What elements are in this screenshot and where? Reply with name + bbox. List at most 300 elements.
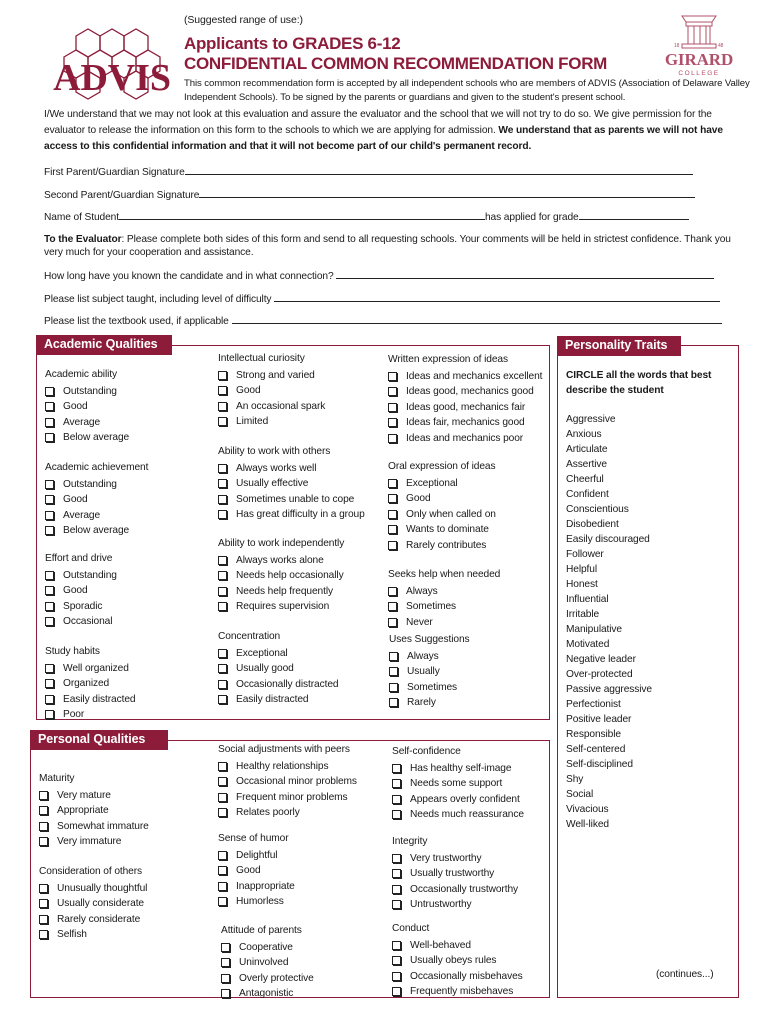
checkbox[interactable] (389, 667, 398, 676)
academic-option-label: Rarely (407, 697, 436, 708)
checkbox[interactable] (221, 958, 230, 967)
personal-option-label: Healthy relationships (236, 760, 329, 772)
academic-option-label: Wants to dominate (406, 524, 489, 535)
academic-group (218, 444, 365, 523)
checkbox[interactable] (45, 480, 54, 489)
academic-option[interactable] (45, 415, 129, 431)
checkbox[interactable] (388, 587, 397, 596)
academic-option-label: Exceptional (406, 477, 458, 489)
checkbox[interactable] (218, 897, 227, 906)
personal-option[interactable] (39, 803, 149, 819)
personal-group-heading: Sense of humor (218, 833, 289, 844)
academic-option[interactable] (45, 707, 135, 723)
trait-word[interactable]: Social (566, 789, 594, 800)
first-parent-label: First Parent/Guardian Signature (44, 167, 185, 178)
personal-option[interactable] (218, 879, 295, 895)
checkbox[interactable] (392, 795, 401, 804)
academic-option[interactable] (218, 661, 338, 677)
academic-group (45, 367, 129, 446)
academic-option[interactable] (218, 646, 338, 662)
checkbox[interactable] (218, 851, 227, 860)
evaluator-label: To the Evaluator (44, 234, 122, 245)
personal-option[interactable] (39, 788, 149, 804)
personal-option[interactable] (392, 761, 524, 777)
personal-option[interactable] (39, 896, 147, 912)
academic-option[interactable] (45, 492, 148, 508)
checkbox[interactable] (45, 602, 54, 611)
checkbox[interactable] (218, 602, 227, 611)
checkbox[interactable] (218, 808, 227, 817)
personal-option[interactable] (392, 953, 523, 969)
checkbox[interactable] (392, 900, 401, 909)
checkbox[interactable] (218, 571, 227, 580)
academic-option-label: Good (236, 385, 261, 396)
trait-word[interactable]: Honest (566, 579, 598, 590)
academic-option[interactable] (218, 677, 338, 693)
personal-group (392, 744, 524, 823)
academic-option-label: Strong and varied (236, 369, 315, 381)
personal-option[interactable] (392, 866, 518, 882)
trait-word[interactable]: Anxious (566, 429, 602, 440)
academic-option-label: Always (407, 650, 439, 662)
form-intro: This common recommendation form is accepted by all independent schools who are members of ADVIS (Association of Delaware Valley Independent Schools). To be signed by the parents or guardians and given to the student's present school. (184, 78, 750, 103)
academic-option[interactable] (45, 399, 129, 415)
academic-group (218, 351, 325, 430)
personal-group (221, 923, 314, 1002)
trait-word[interactable]: Easily discouraged (566, 534, 650, 545)
checkbox[interactable] (388, 541, 397, 550)
academic-option[interactable] (45, 430, 129, 446)
checkbox[interactable] (218, 479, 227, 488)
checkbox[interactable] (392, 779, 401, 788)
academic-option-label: Ideas and mechanics poor (406, 432, 524, 444)
academic-option-label: Never (406, 616, 433, 628)
academic-option-label: Below average (63, 525, 130, 536)
personal-option[interactable] (221, 940, 314, 956)
trait-word[interactable]: Motivated (566, 639, 610, 650)
personal-option-label: Untrustworthy (410, 899, 472, 910)
student-name-input[interactable] (119, 210, 485, 220)
trait-word[interactable]: Passive aggressive (566, 684, 652, 695)
checkbox[interactable] (45, 511, 54, 520)
academic-option[interactable] (388, 476, 496, 492)
personal-option[interactable] (218, 759, 357, 775)
checkbox[interactable] (392, 987, 401, 996)
academic-option-label: Outstanding (63, 569, 117, 581)
personal-option-label: Usually considerate (57, 898, 145, 909)
personal-option[interactable] (392, 969, 523, 985)
academic-group-heading: Ability to work independently (218, 538, 345, 549)
evaluator-instructions (44, 233, 734, 259)
academic-option[interactable] (388, 507, 496, 523)
trait-word[interactable]: Manipulative (566, 624, 622, 635)
personal-option[interactable] (221, 955, 314, 971)
second-parent-field (44, 188, 695, 201)
checkbox[interactable] (388, 494, 397, 503)
trait-word[interactable]: Influential (566, 594, 609, 605)
trait-word[interactable]: Over-protected (566, 669, 633, 680)
personal-option[interactable] (218, 863, 295, 879)
personal-option[interactable] (221, 971, 314, 987)
academic-option-label: Poor (63, 709, 85, 720)
academic-option-label: Always (406, 585, 438, 597)
applied-grade-label: has applied for grade (484, 212, 579, 223)
academic-option-label: Outstanding (63, 478, 117, 490)
academic-group-heading: Concentration (218, 631, 281, 642)
academic-group (45, 551, 117, 630)
personal-option[interactable] (218, 790, 357, 806)
subject-label: Please list subject taught, including level of difficulty (44, 294, 272, 305)
trait-word[interactable]: Confident (566, 489, 609, 500)
personal-option[interactable] (392, 882, 518, 898)
girard-logo-sub: COLLEGE (678, 70, 720, 77)
personal-option[interactable] (392, 792, 524, 808)
personal-option-label: Humorless (236, 896, 284, 907)
academic-option[interactable] (388, 400, 542, 416)
academic-option[interactable] (218, 383, 325, 399)
academic-option-label: Good (63, 585, 88, 596)
personal-option[interactable] (39, 819, 149, 835)
academic-option-label: Rarely contributes (406, 539, 487, 551)
checkbox[interactable] (45, 402, 54, 411)
academic-option[interactable] (218, 461, 365, 477)
checkbox[interactable] (388, 479, 397, 488)
personal-option[interactable] (39, 881, 147, 897)
personal-option-label: Rarely considerate (57, 913, 141, 925)
academic-option[interactable] (388, 584, 500, 600)
trait-word[interactable]: Self-centered (566, 744, 626, 755)
checkbox[interactable] (392, 810, 401, 819)
personal-group (392, 834, 518, 913)
checkbox[interactable] (218, 695, 227, 704)
checkbox[interactable] (45, 495, 54, 504)
checkbox[interactable] (392, 869, 401, 878)
trait-word[interactable]: Negative leader (566, 654, 636, 665)
academic-option[interactable] (218, 692, 338, 708)
checkbox[interactable] (389, 652, 398, 661)
academic-option-label: Easily distracted (63, 693, 136, 705)
checkbox[interactable] (218, 464, 227, 473)
academic-option[interactable] (389, 664, 470, 680)
trait-word[interactable]: Helpful (566, 564, 598, 575)
academic-option[interactable] (218, 568, 344, 584)
checkbox[interactable] (392, 956, 401, 965)
how-long-field (44, 269, 714, 282)
textbook-label: Please list the textbook used, if applicable (44, 316, 229, 327)
academic-option[interactable] (218, 553, 344, 569)
checkbox[interactable] (388, 403, 397, 412)
checkbox[interactable] (45, 526, 54, 535)
checkbox[interactable] (389, 683, 398, 692)
personal-option-label: Occasionally misbehaves (410, 970, 523, 982)
personal-option-label: Occasionally trustworthy (410, 883, 519, 895)
academic-option[interactable] (45, 661, 135, 677)
academic-group-heading: Academic ability (45, 369, 118, 380)
academic-option-label: Good (406, 493, 431, 504)
checkbox[interactable] (39, 822, 48, 831)
academic-option-label: Sometimes (406, 601, 457, 612)
academic-group (389, 632, 470, 711)
checkbox[interactable] (39, 837, 48, 846)
academic-option[interactable] (45, 599, 117, 615)
trait-word[interactable]: Shy (566, 774, 584, 785)
checkbox[interactable] (45, 695, 54, 704)
checkbox[interactable] (45, 664, 54, 673)
traits-list (566, 412, 732, 832)
academic-option[interactable] (218, 599, 344, 615)
checkbox[interactable] (218, 762, 227, 771)
checkbox[interactable] (218, 793, 227, 802)
academic-option[interactable] (388, 538, 496, 554)
academic-group-heading: Oral expression of ideas (388, 461, 496, 472)
checkbox[interactable] (388, 387, 397, 396)
academic-group (388, 567, 500, 630)
personal-group-heading: Conduct (392, 923, 430, 934)
trait-word[interactable]: Positive leader (566, 714, 632, 725)
checkbox[interactable] (388, 418, 397, 427)
academic-option-label: Usually good (236, 663, 294, 674)
checkbox[interactable] (39, 899, 48, 908)
personal-option[interactable] (221, 986, 314, 1002)
trait-word[interactable]: Follower (566, 549, 604, 560)
personal-group (392, 921, 523, 1000)
personal-option[interactable] (392, 938, 523, 954)
checkbox[interactable] (221, 943, 230, 952)
checkbox[interactable] (45, 571, 54, 580)
academic-option-label: Sporadic (63, 600, 103, 612)
checkbox[interactable] (218, 417, 227, 426)
personal-group (39, 864, 147, 943)
checkbox[interactable] (388, 372, 397, 381)
academic-option[interactable] (388, 522, 496, 538)
applied-grade-input[interactable] (579, 210, 689, 220)
checkbox[interactable] (392, 941, 401, 950)
academic-option[interactable] (45, 676, 135, 692)
personal-group-heading: Maturity (39, 773, 75, 784)
personal-option[interactable] (218, 894, 295, 910)
personal-option[interactable] (392, 807, 524, 823)
personal-option[interactable] (39, 834, 149, 850)
academic-option-label: Well organized (63, 662, 129, 674)
personal-option[interactable] (218, 805, 357, 821)
trait-word[interactable]: Self-disciplined (566, 759, 633, 770)
personal-option[interactable] (218, 774, 357, 790)
academic-option[interactable] (45, 692, 135, 708)
checkbox[interactable] (389, 698, 398, 707)
academic-option[interactable] (218, 414, 325, 430)
checkbox[interactable] (39, 791, 48, 800)
textbook-input[interactable] (232, 314, 722, 324)
student-name-label: Name of Student (44, 212, 119, 223)
how-long-input[interactable] (336, 269, 714, 279)
academic-option[interactable] (45, 614, 117, 630)
academic-group (45, 644, 135, 723)
personal-group-heading: Consideration of others (39, 866, 143, 877)
checkbox[interactable] (45, 710, 54, 719)
personal-group-heading: Social adjustments with peers (218, 744, 350, 755)
academic-option-label: Always works alone (236, 554, 324, 566)
academic-option[interactable] (388, 415, 542, 431)
personal-option-label: Inappropriate (236, 880, 295, 892)
checkbox[interactable] (45, 418, 54, 427)
academic-group-heading: Uses Suggestions (389, 634, 470, 645)
personal-option-label: Delightful (236, 849, 278, 861)
academic-option[interactable] (45, 477, 148, 493)
trait-word[interactable]: Assertive (566, 459, 607, 470)
academic-option[interactable] (388, 491, 496, 507)
checkbox[interactable] (388, 525, 397, 534)
personal-option[interactable] (218, 848, 295, 864)
checkbox[interactable] (218, 510, 227, 519)
checkbox[interactable] (218, 587, 227, 596)
academic-option[interactable] (45, 568, 117, 584)
personal-group (39, 771, 149, 850)
academic-option-label: Occasional (63, 616, 113, 627)
trait-word[interactable]: Responsible (566, 729, 621, 740)
academic-group (218, 536, 344, 615)
checkbox[interactable] (45, 387, 54, 396)
checkbox[interactable] (392, 854, 401, 863)
academic-option[interactable] (388, 615, 500, 631)
trait-word[interactable]: Aggressive (566, 414, 616, 425)
checkbox[interactable] (218, 866, 227, 875)
personal-option[interactable] (392, 897, 518, 913)
checkbox[interactable] (388, 510, 397, 519)
checkbox[interactable] (218, 386, 227, 395)
academic-option[interactable] (218, 399, 325, 415)
checkbox[interactable] (39, 930, 48, 939)
personal-option[interactable] (39, 927, 147, 943)
second-parent-input[interactable] (199, 188, 695, 198)
trait-word[interactable]: Disobedient (566, 519, 619, 530)
academic-group-heading: Ability to work with others (218, 446, 331, 457)
academic-option[interactable] (388, 384, 542, 400)
academic-option[interactable] (45, 508, 148, 524)
personal-option-label: Cooperative (239, 941, 293, 953)
academic-option-label: Easily distracted (236, 694, 309, 705)
subject-input[interactable] (274, 292, 720, 302)
academic-group (45, 460, 148, 539)
suggested-range: (Suggested range of use:) (184, 14, 303, 26)
checkbox[interactable] (218, 402, 227, 411)
checkbox[interactable] (39, 915, 48, 924)
academic-option-label: Only when called on (406, 508, 496, 520)
checkbox[interactable] (218, 649, 227, 658)
checkbox[interactable] (388, 602, 397, 611)
personal-option-label: Appears overly confident (410, 793, 520, 805)
academic-option[interactable] (45, 583, 117, 599)
checkbox[interactable] (39, 806, 48, 815)
academic-option-label: Ideas good, mechanics good (406, 386, 534, 397)
checkbox[interactable] (39, 884, 48, 893)
trait-word[interactable]: Vivacious (566, 804, 609, 815)
academic-option-label: Outstanding (63, 385, 117, 397)
personal-group-heading: Attitude of parents (221, 925, 302, 936)
academic-option-label: Average (63, 509, 101, 521)
personal-option-label: Somewhat immature (57, 820, 149, 832)
academic-option[interactable] (389, 680, 470, 696)
checkbox[interactable] (392, 885, 401, 894)
trait-word[interactable]: Perfectionist (566, 699, 621, 710)
academic-option[interactable] (218, 507, 365, 523)
personal-option[interactable] (392, 851, 518, 867)
trait-word[interactable]: Well-liked (566, 819, 609, 830)
trait-word[interactable]: Conscientious (566, 504, 629, 515)
form-title-line2: CONFIDENTIAL COMMON RECOMMENDATION FORM (184, 54, 608, 73)
checkbox[interactable] (45, 617, 54, 626)
academic-option[interactable] (388, 599, 500, 615)
academic-qualities-tag: Academic Qualities (36, 335, 172, 355)
textbook-field (44, 314, 722, 327)
academic-option[interactable] (389, 695, 470, 711)
checkbox[interactable] (218, 680, 227, 689)
checkbox[interactable] (45, 679, 54, 688)
checkbox[interactable] (218, 664, 227, 673)
personal-option-label: Needs some support (410, 778, 503, 789)
advis-logo (48, 14, 176, 110)
academic-option[interactable] (218, 584, 344, 600)
personal-option-label: Has healthy self-image (410, 762, 512, 774)
academic-group-heading: Academic achievement (45, 462, 149, 473)
checkbox[interactable] (218, 556, 227, 565)
academic-option-label: Sometimes (407, 681, 458, 693)
personal-option-label: Selfish (57, 929, 87, 940)
checkbox[interactable] (392, 764, 401, 773)
personal-option[interactable] (392, 984, 523, 1000)
checkbox[interactable] (218, 371, 227, 380)
checkbox[interactable] (388, 618, 397, 627)
personal-option-label: Overly protective (239, 972, 314, 984)
checkbox[interactable] (45, 586, 54, 595)
trait-word[interactable]: Irritable (566, 609, 600, 620)
personal-option[interactable] (39, 912, 147, 928)
first-parent-input[interactable] (185, 165, 693, 175)
academic-option[interactable] (45, 523, 148, 539)
academic-option[interactable] (218, 492, 365, 508)
checkbox[interactable] (218, 777, 227, 786)
personal-qualities-tag: Personal Qualities (30, 730, 168, 750)
checkbox[interactable] (221, 974, 230, 983)
checkbox[interactable] (221, 989, 230, 998)
academic-option-label: Ideas good, mechanics fair (406, 401, 526, 413)
academic-option[interactable] (45, 384, 129, 400)
academic-option-label: An occasional spark (236, 400, 326, 412)
checkbox[interactable] (218, 882, 227, 891)
personal-option[interactable] (392, 776, 524, 792)
academic-option[interactable] (388, 431, 542, 447)
checkbox[interactable] (392, 972, 401, 981)
personal-option-label: Uninvolved (239, 957, 289, 968)
trait-word[interactable]: Articulate (566, 444, 608, 455)
academic-group-heading: Intellectual curiosity (218, 353, 305, 364)
checkbox[interactable] (388, 434, 397, 443)
personal-group-heading: Self-confidence (392, 746, 461, 757)
personal-option-label: Usually obeys rules (410, 955, 497, 966)
parent-statement-bold: We understand that as parents we will not have access to this confidential information and that it will not become part of our child's permanent record. (44, 125, 723, 152)
academic-option[interactable] (218, 476, 365, 492)
checkbox[interactable] (45, 433, 54, 442)
checkbox[interactable] (218, 495, 227, 504)
academic-option[interactable] (389, 649, 470, 665)
personal-option-label: Very mature (57, 789, 111, 801)
girard-logo-text: GIRARD (664, 50, 734, 69)
academic-option-label: Below average (63, 432, 130, 443)
trait-word[interactable]: Cheerful (566, 474, 604, 485)
academic-option-label: Average (63, 416, 101, 428)
academic-option[interactable] (218, 368, 325, 384)
academic-option-label: Requires supervision (236, 601, 330, 612)
academic-option[interactable] (388, 369, 542, 385)
